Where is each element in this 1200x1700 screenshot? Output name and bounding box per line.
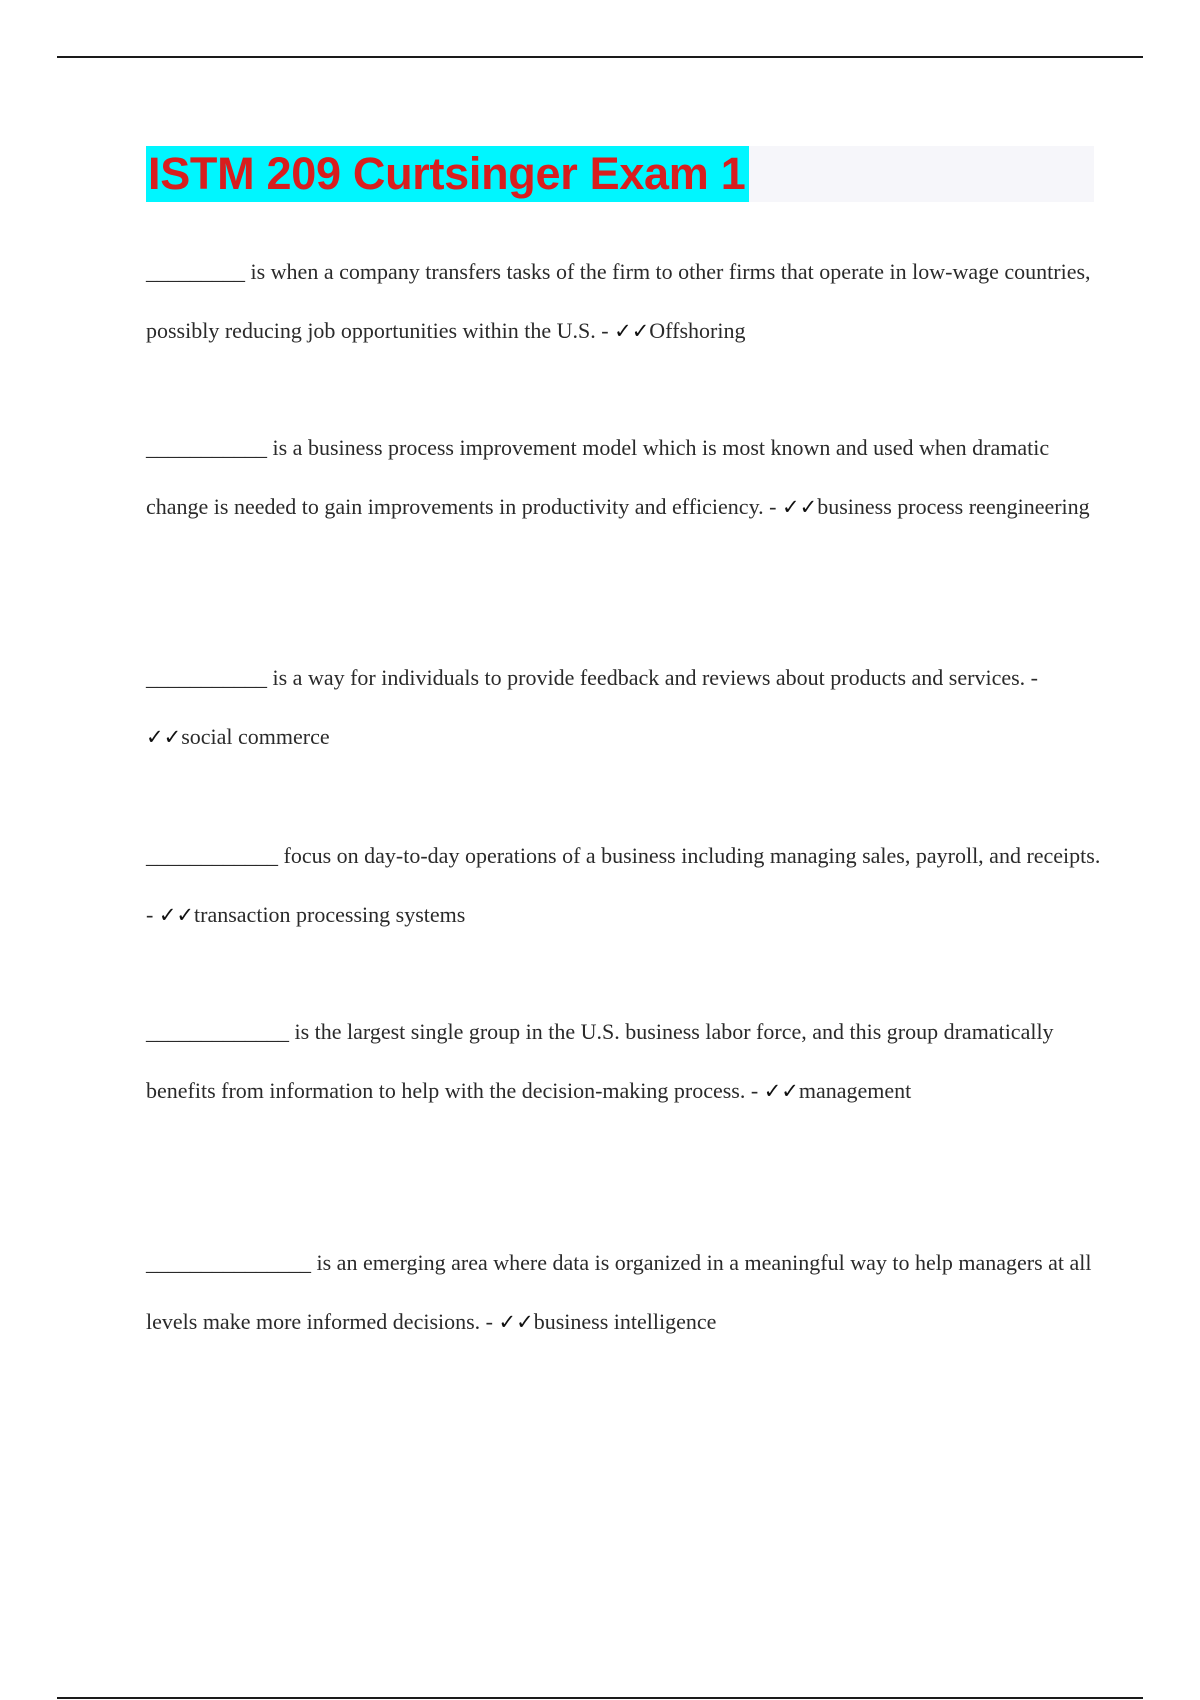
qa-item xyxy=(146,826,1106,945)
qa-item xyxy=(146,1002,1106,1121)
answer-blank: _______________ xyxy=(146,1250,311,1275)
qa-item xyxy=(146,242,1106,361)
double-check-icon: ✓✓ xyxy=(614,319,650,343)
question-text: is when a company transfers tasks of the firm to other firms that operate in low-wage countries, possibly reducing job opportunities within the U.S. - xyxy=(146,259,1091,343)
double-check-icon: ✓✓ xyxy=(498,1310,534,1334)
double-check-icon: ✓✓ xyxy=(781,495,818,519)
answer-text: transaction processing systems xyxy=(194,902,466,927)
answer-blank: _____________ xyxy=(146,1019,289,1044)
double-check-icon: ✓✓ xyxy=(763,1079,799,1103)
answer-text: business process reengineering xyxy=(817,494,1090,519)
document-title: ISTM 209 Curtsinger Exam 1 xyxy=(146,146,749,202)
question-text: focus on day-to-day operations of a business including managing sales, payroll, and receipts. - xyxy=(146,843,1101,927)
qa-item xyxy=(146,1233,1106,1352)
top-rule xyxy=(57,56,1143,58)
answer-text: social commerce xyxy=(181,724,330,749)
answer-blank: _________ xyxy=(146,259,245,284)
qa-item xyxy=(146,418,1106,537)
answer-text: Offshoring xyxy=(649,318,746,343)
answer-text: management xyxy=(798,1078,912,1103)
answer-blank: ____________ xyxy=(146,843,278,868)
double-check-icon: ✓✓ xyxy=(158,903,195,927)
question-text: is a way for individuals to provide feedback and reviews about products and services. - xyxy=(267,665,1038,690)
bottom-rule xyxy=(57,1697,1143,1699)
question-text: is an emerging area where data is organized in a meaningful way to help managers at all levels make more informed decisions. - xyxy=(146,1250,1092,1334)
question-text: is a business process improvement model which is most known and used when dramatic change is needed to gain improvements in productivity and efficiency. - xyxy=(146,435,1050,519)
double-check-icon: ✓✓ xyxy=(146,725,182,749)
answer-blank: ___________ xyxy=(146,665,267,690)
question-text: is the largest single group in the U.S. business labor force, and this group dramatically benefits from information to help with the decision-making process. - xyxy=(146,1019,1054,1103)
answer-text: business intelligence xyxy=(533,1309,717,1334)
qa-item xyxy=(146,648,1106,767)
answer-blank: ___________ xyxy=(146,435,267,460)
